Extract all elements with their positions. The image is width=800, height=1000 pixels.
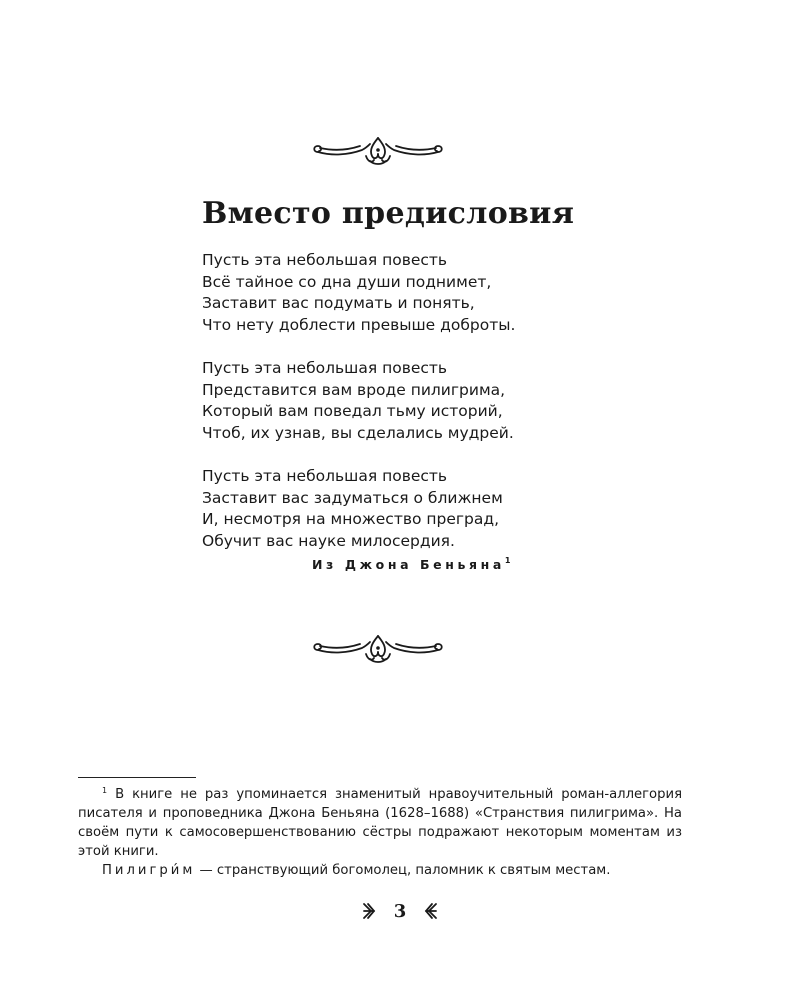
poem-line: Заставит вас задуматься о ближнем bbox=[202, 488, 503, 507]
page-number-area bbox=[0, 896, 800, 926]
top-ornament-icon bbox=[310, 134, 446, 168]
attribution-text: Из Джона Беньяна bbox=[312, 557, 505, 572]
poem-line: Пусть эта небольшая повесть bbox=[202, 359, 448, 377]
footnote-term: Пилигри́м bbox=[102, 863, 196, 878]
poem-stanza bbox=[202, 250, 515, 336]
poem-line: Что нету доблести превыше доброты. bbox=[202, 315, 516, 334]
poem-stanza bbox=[202, 358, 515, 444]
footnote-reference[interactable]: 1 bbox=[504, 556, 511, 565]
poem-attribution bbox=[312, 556, 510, 572]
poem-line: Обучит вас науке милосердия. bbox=[202, 531, 455, 550]
chapter-title: Вместо предисловия bbox=[202, 196, 575, 231]
poem-line: Который вам поведал тьму историй, bbox=[202, 402, 503, 420]
footnote-divider bbox=[78, 777, 196, 778]
poem-line: Всё тайное со дна души поднимет, bbox=[202, 272, 492, 291]
poem-stanza bbox=[202, 466, 515, 552]
footnote-1-text: В книге не раз упоминается знаменитый нравоучительный роман-аллегория писателя и проповедника Джона Беньяна (1628–1688) «Странствия пилигрима». На своём пути к самосовершенствованию сёстры подражают некоторым моментам из этой книги. bbox=[78, 787, 682, 859]
poem-line: Пусть эта небольшая повесть bbox=[202, 467, 448, 485]
poem-line: Пусть эта небольшая повесть bbox=[202, 251, 448, 269]
poem-line: Чтоб, их узнав, вы сделались мудрей. bbox=[202, 423, 514, 442]
poem-line: Заставит вас подумать и понять, bbox=[202, 294, 475, 312]
footnote-marker: 1 bbox=[102, 786, 108, 795]
footnotes bbox=[78, 781, 682, 880]
left-arrow-decoration-icon bbox=[362, 901, 376, 921]
right-arrow-decoration-icon bbox=[424, 901, 438, 921]
bottom-ornament-icon bbox=[310, 632, 446, 666]
poem-line: Представится вам вроде пилигрима, bbox=[202, 380, 506, 399]
footnote-2 bbox=[78, 861, 682, 880]
poem bbox=[202, 250, 515, 574]
page-number: 3 bbox=[393, 900, 407, 922]
footnote-1 bbox=[78, 781, 682, 861]
poem-line: И, несмотря на множество преград, bbox=[202, 510, 500, 528]
footnote-2-text: — странствующий богомолец, паломник к святым местам. bbox=[195, 863, 611, 878]
